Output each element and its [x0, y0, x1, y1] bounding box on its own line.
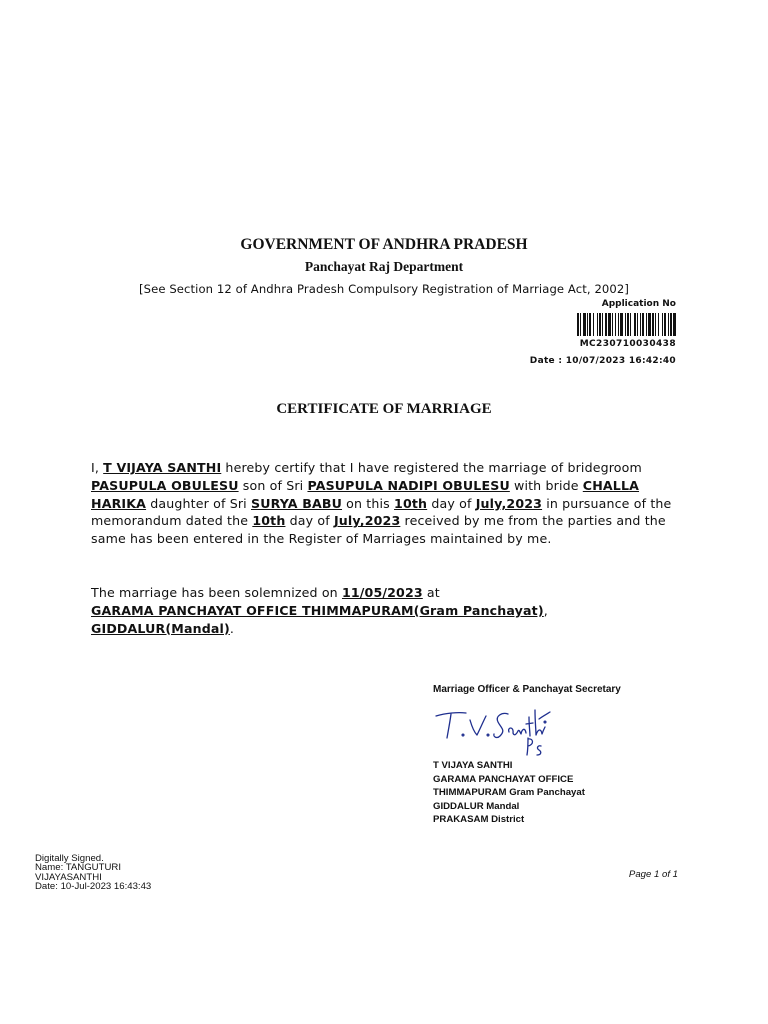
officer-name: T VIJAYA SANTHI: [103, 460, 222, 475]
application-number: MC230710030438: [579, 339, 676, 349]
section-note: [See Section 12 of Andhra Pradesh Compulsory Registration of Marriage Act, 2002]: [139, 282, 629, 296]
bride-name: CHALLA HARIKA: [91, 477, 640, 511]
digital-signature-line: Date: 10-Jul-2023 16:43:43: [35, 881, 152, 893]
certificate-title: CERTIFICATE OF MARRIAGE: [276, 401, 492, 417]
application-label: Application No: [601, 299, 676, 309]
department-title: Panchayat Raj Department: [304, 259, 464, 274]
officer-title: Marriage Officer & Panchayat Secretary: [433, 684, 621, 695]
groom-father-name: PASUPULA NADIPI OBULESU: [307, 477, 510, 493]
officer-detail-line: GARAMA PANCHAYAT OFFICE: [433, 773, 574, 785]
barcode-image: [577, 313, 677, 336]
solemnization-paragraph: The marriage has been solemnized on 11/05/2023 at GARAMA PANCHAYAT OFFICE THIMMAPURAM(Gram Panchayat), GIDDALUR(Mandal).: [91, 585, 548, 636]
digital-signature-line: Digitally Signed.: [35, 853, 104, 864]
registration-day: 10th: [394, 495, 428, 511]
solemnization-date: 11/05/2023: [341, 585, 423, 600]
officer-detail-line: THIMMAPURAM Gram Panchayat: [433, 787, 585, 799]
registration-month: July,2023: [475, 495, 543, 511]
bride-father-name: SURYA BABU: [250, 495, 343, 511]
digital-signature-line: VIJAYASANTHI: [35, 871, 102, 883]
groom-name: PASUPULA OBULESU: [91, 477, 239, 493]
government-title: GOVERNMENT OF ANDHRA PRADESH: [240, 236, 528, 253]
officer-details: [433, 759, 585, 827]
officer-detail-line: GIDDALUR Mandal: [433, 800, 520, 812]
officer-detail-line: T VIJAYA SANTHI: [433, 760, 513, 771]
page-number: Page 1 of 1: [628, 869, 678, 880]
memorandum-month: July,2023: [333, 513, 401, 529]
officer-detail-line: PRAKASAM District: [433, 814, 525, 826]
certification-paragraph: I, T VIJAYA SANTHI hereby certify that I have registered the marriage of bridegroom PASUPULA OBULESU son of Sri PASUPULA NADIPI OBULESU with bride CHALLA HARIKA daughter of Sri SURYA BABU on this 10th day of July,2023 in pursuance of the memorandum dated the 10th day of July,2023 received by me from the parties and the same has been entered in the Register of Marriages maintained by me.: [91, 460, 672, 547]
application-date: Date : 10/07/2023 16:42:40: [529, 356, 676, 366]
solemnization-place: GARAMA PANCHAYAT OFFICE THIMMAPURAM(Gram Panchayat): [91, 602, 544, 618]
handwritten-signature: [432, 702, 552, 760]
memorandum-day: 10th: [252, 513, 286, 529]
digital-signature-line: Name: TANGUTURI: [35, 862, 121, 874]
digital-signature-block: [35, 854, 151, 892]
solemnization-mandal: GIDDALUR(Mandal): [91, 620, 230, 636]
